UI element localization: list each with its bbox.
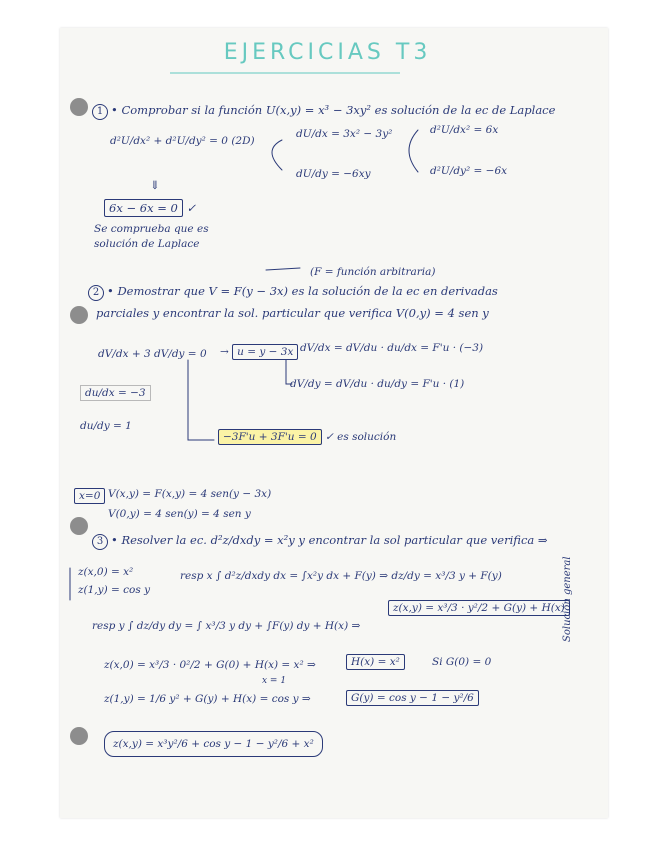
- ex3-final: z(x,y) = x³y²/6 + cos y − 1 − y²/6 + x²: [104, 738, 323, 750]
- ex2-result: −3F'u + 3F'u = 0 ✓ es solución: [218, 431, 396, 443]
- ex3-G-box: G(y) = cos y − 1 − y²/6: [346, 692, 479, 704]
- ex3-step-1: resp x ∫ d²z/dxdy dx = ∫x²y dx + F(y) ⇒ dz/dy = x³/3 y + F(y): [180, 570, 502, 582]
- ex2-particular-2: V(0,y) = 4 sen(y) = 4 sen y: [108, 508, 251, 520]
- ex1-dU-dx: dU/dx = 3x² − 3y²: [296, 128, 393, 140]
- ex1-d2U-dx2: d²U/dx² = 6x: [430, 124, 499, 136]
- ex2-number: 2: [88, 285, 104, 301]
- ex2-statement-2: parciales y encontrar la sol. particular que verifica V(0,y) = 4 sen y: [96, 306, 489, 320]
- ex3-cond-1: z(x,0) = x²: [78, 566, 134, 578]
- ex1-result: 6x − 6x = 0 ✓: [104, 201, 196, 215]
- ex3-G0-note: Si G(0) = 0: [432, 656, 492, 668]
- ex2-pde: dV/dx + 3 dV/dy = 0: [98, 348, 207, 360]
- ex2-statement-1: 2 • Demostrar que V = F(y − 3x) es la solución de la ec en derivadas: [88, 284, 498, 301]
- ex2-dV-dy: dV/dy = dV/du · du/dy = F'u · (1): [290, 378, 465, 390]
- page-title: EJERCICIAS T3: [223, 40, 432, 65]
- ex3-cond-2: z(1,y) = cos y: [78, 584, 151, 596]
- ex1-d2U-dy2: d²U/dy² = −6x: [430, 165, 508, 177]
- ex2-x0-label: x=0: [74, 490, 105, 502]
- ex3-general-label: Solución general: [562, 556, 573, 642]
- ex2-particular-1: V(x,y) = F(x,y) = 4 sen(y − 3x): [108, 488, 272, 500]
- ex3-number: 3: [92, 534, 108, 550]
- ex3-step-2: resp y ∫ dz/dy dy = ∫ x³/3 y dy + ∫F(y) dy + H(x) ⇒: [92, 620, 361, 632]
- ex3-H-box: H(x) = x²: [346, 656, 405, 668]
- ex1-conclusion-2: solución de Laplace: [94, 238, 200, 250]
- ex1-number: 1: [92, 104, 108, 120]
- ex2-dV-dx: dV/dx = dV/du · du/dx = F'u · (−3): [300, 342, 484, 354]
- ex1-down-arrow: ⇓: [150, 178, 160, 192]
- ex1-conclusion-1: Se comprueba que es: [94, 223, 209, 235]
- ex1-dU-dy: dU/dy = −6xy: [296, 168, 371, 180]
- ex1-statement: 1 • Comprobar si la función U(x,y) = x³ − 3xy² es solución de la ec de Laplace: [92, 103, 555, 120]
- ex3-general: z(x,y) = x³/3 · y²/2 + G(y) + H(x): [388, 602, 570, 614]
- ex3-x-eq-1: x = 1: [262, 676, 287, 686]
- ex3-eval-2: z(1,y) = 1/6 y² + G(y) + H(x) = cos y ⇒: [104, 693, 311, 705]
- ex2-du-dy: du/dy = 1: [80, 420, 132, 432]
- ex3-statement: 3 • Resolver la ec. d²z/dxdy = x²y y encontrar la sol particular que verifica ⇒: [92, 533, 548, 550]
- ex1-laplace-eq: d²U/dx² + d²U/dy² = 0 (2D): [110, 135, 255, 147]
- ex2-du-dx: du/dx = −3: [80, 385, 151, 401]
- ex2-note: (F = función arbitraria): [310, 266, 436, 278]
- ex3-eval-1: z(x,0) = x³/3 · 0²/2 + G(0) + H(x) = x² ⇒: [104, 659, 316, 671]
- ex2-substitution: → u = y − 3x: [220, 346, 298, 358]
